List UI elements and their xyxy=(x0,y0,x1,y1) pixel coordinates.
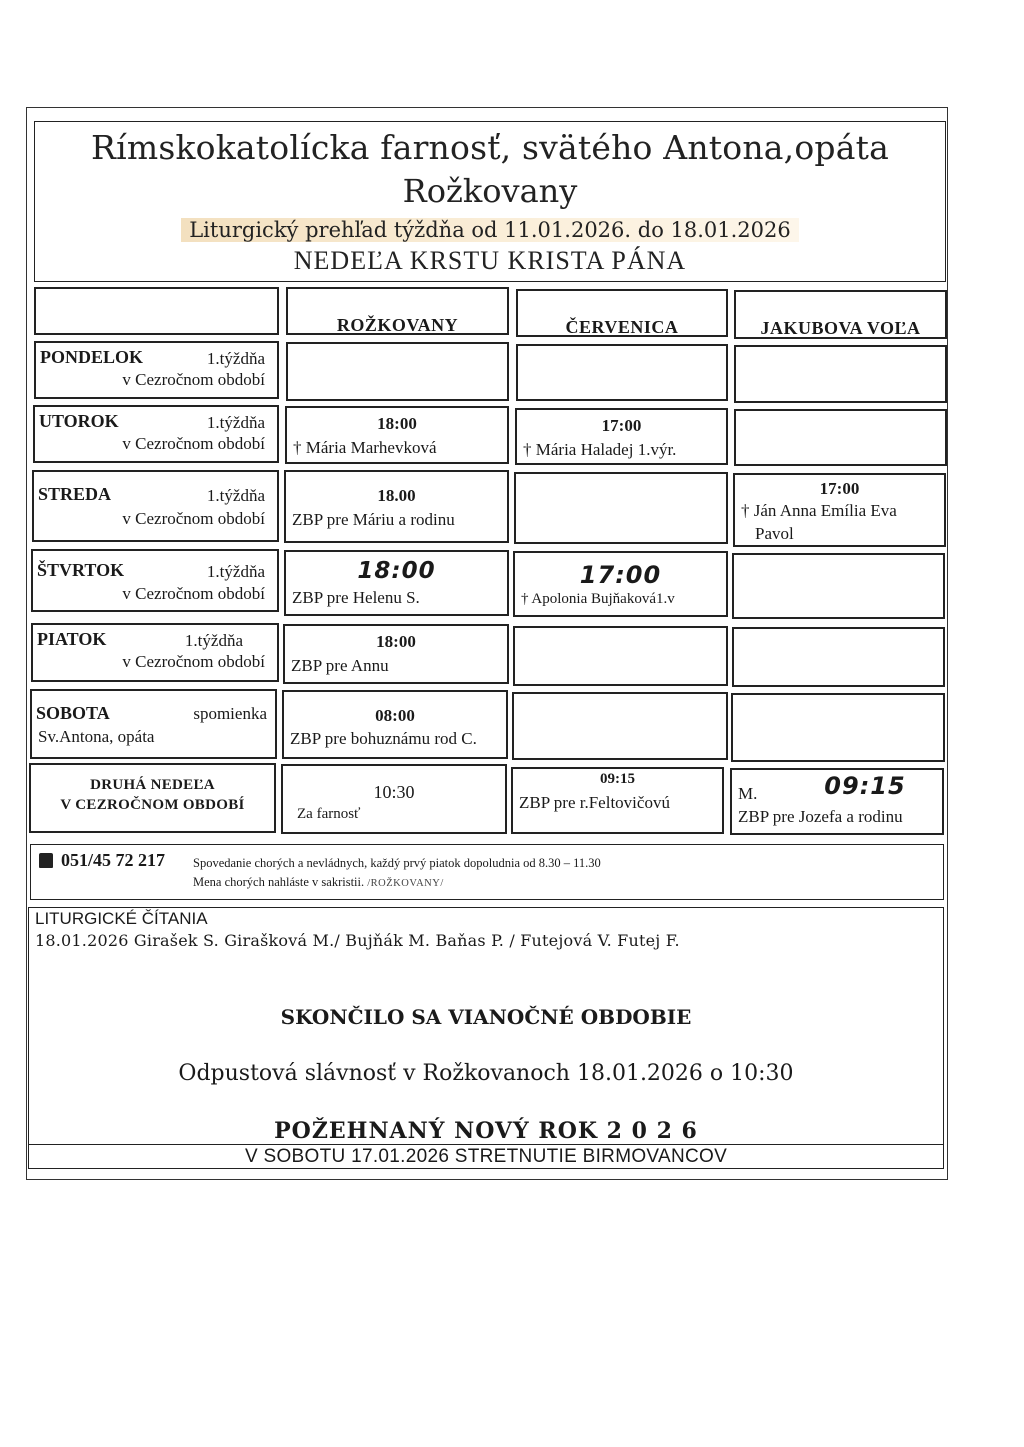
mass-time: 10:30 xyxy=(373,782,415,802)
mass-prefix: M. xyxy=(738,784,758,803)
mass-cell-friday-jakubova xyxy=(732,627,945,687)
mass-cell-saturday-cervenica xyxy=(512,692,728,760)
day-cell-tuesday xyxy=(33,405,279,463)
feast-type-label: spomienka xyxy=(193,704,267,723)
mass-time: 18:00 xyxy=(377,414,417,433)
mass-intention: † Mária Haladej 1.výr. xyxy=(523,440,677,459)
phone-number[interactable]: 051/45 72 217 xyxy=(61,850,166,870)
mass-time: 18:00 xyxy=(376,632,416,651)
week-overview xyxy=(35,218,945,242)
column-header-jakubova-vola: JAKUBOVA VOĽA xyxy=(734,290,947,339)
day-cell-wednesday xyxy=(32,470,279,542)
period-label: v Cezročnom období xyxy=(122,652,265,671)
mass-cell-wednesday-rozkovany xyxy=(284,470,509,543)
mass-cell-friday-cervenica xyxy=(513,626,728,686)
town-name: Rožkovany xyxy=(402,172,578,210)
mass-intention: ZBP pre Helenu S. xyxy=(292,588,420,607)
sick-names-text: Mena chorých nahláste v sakristii. xyxy=(193,875,365,889)
mass-intention: † Ján Anna Emília Eva xyxy=(741,501,897,520)
contact-info-box xyxy=(30,844,944,900)
week-label: 1.týždňa xyxy=(206,413,265,432)
mass-cell-monday-rozkovany xyxy=(286,342,509,401)
week-label: 1.týždňa xyxy=(206,562,265,581)
announcement-christmas-end: SKONČILO SA VIANOČNÉ OBDOBIE xyxy=(280,1005,692,1029)
mass-cell-wednesday-cervenica xyxy=(514,472,728,544)
week-label: 1.týždňa xyxy=(206,486,265,505)
day-name: STREDA xyxy=(38,484,112,504)
day-cell-monday xyxy=(34,341,279,399)
mass-intention: ZBP pre Annu xyxy=(291,656,389,675)
confession-info: Spovedanie chorých a nevládnych, každý prvý piatok dopoludnia od 8.30 – 11.30 xyxy=(193,856,601,870)
period-label: v Cezročnom období xyxy=(122,434,265,453)
mass-intention: ZBP pre bohuznámu rod C. xyxy=(290,729,477,748)
period-label: v Cezročnom období xyxy=(122,370,265,389)
mass-time: 18.00 xyxy=(377,486,416,505)
mass-cell-thursday-jakubova xyxy=(732,553,945,619)
mass-cell-thursday-rozkovany xyxy=(284,550,509,616)
mass-cell-thursday-cervenica xyxy=(513,551,728,617)
day-name: PONDELOK xyxy=(40,347,144,367)
column-header-cervenica: ČERVENICA xyxy=(516,289,728,337)
mass-cell-tuesday-rozkovany xyxy=(285,406,509,464)
day-name: ŠTVRTOK xyxy=(37,560,125,580)
mass-intention: † Apolonia Bujňaková1.v xyxy=(521,591,675,607)
week-overview-text: Liturgický prehľad týždňa od 11.01.2026. do 18.01.2026 xyxy=(181,218,799,242)
mass-cell-sunday-cervenica xyxy=(511,767,724,834)
mass-time-handwritten: 18:00 xyxy=(357,558,436,584)
mass-cell-saturday-jakubova xyxy=(731,693,945,762)
announcement-new-year: POŽEHNANÝ NOVÝ ROK 2 0 2 6 xyxy=(274,1118,698,1144)
parish-title: Rímskokatolícka farnosť, svätého Antona,opáta xyxy=(91,128,889,167)
readings-box xyxy=(28,907,944,1169)
sunday-line2: V CEZROČNOM OBDOBÍ xyxy=(60,797,245,814)
mass-time-handwritten: 09:15 xyxy=(824,772,906,800)
announcement-feast: Odpustová slávnosť v Rožkovanoch 18.01.2026 o 10:30 xyxy=(178,1061,794,1086)
sick-names-info xyxy=(193,875,444,890)
mass-intention: ZBP pre Máriu a rodinu xyxy=(292,510,455,529)
header-box xyxy=(34,121,946,282)
day-cell-sunday xyxy=(29,763,276,833)
period-label: v Cezročnom období xyxy=(122,584,265,603)
mass-cell-tuesday-cervenica xyxy=(515,408,728,465)
mass-intention: † Mária Marhevková xyxy=(293,438,437,457)
mass-time: 17:00 xyxy=(601,416,642,435)
mass-time: 08:00 xyxy=(375,706,415,725)
mass-cell-saturday-rozkovany xyxy=(282,690,508,759)
readings-line: 18.01.2026 Girašek S. Girašková M./ Bujňák M. Baňas P. / Futejová V. Futej F. xyxy=(35,931,680,950)
column-header-rozkovany: ROŽKOVANY xyxy=(286,287,509,335)
mass-cell-sunday-rozkovany xyxy=(281,764,507,834)
week-label: 1.týždňa xyxy=(184,631,243,650)
day-name: UTOROK xyxy=(39,411,119,431)
mass-intention-line2: Pavol xyxy=(755,524,794,543)
readings-title: LITURGICKÉ ČÍTANIA xyxy=(35,909,208,928)
mass-cell-sunday-jakubova xyxy=(730,768,944,835)
day-cell-thursday xyxy=(31,549,279,612)
mass-intention: Za farnosť xyxy=(297,806,361,822)
day-cell-friday xyxy=(31,623,279,682)
mass-time: 09:15 xyxy=(600,771,635,787)
mass-cell-wednesday-jakubova xyxy=(733,473,946,547)
parish-tag: /ROŽKOVANY/ xyxy=(367,878,444,889)
corner-cell xyxy=(34,287,279,335)
period-label: v Cezročnom období xyxy=(122,509,265,528)
week-label: 1.týždňa xyxy=(206,349,265,368)
day-name: PIATOK xyxy=(37,629,107,649)
sunday-line1: DRUHÁ NEDEĽA xyxy=(90,777,215,793)
mass-cell-monday-jakubova xyxy=(734,345,947,403)
sunday-name: NEDEĽA KRSTU KRISTA PÁNA xyxy=(293,246,687,275)
mass-cell-monday-cervenica xyxy=(516,344,728,401)
mass-time-handwritten: 17:00 xyxy=(579,561,662,589)
day-cell-saturday xyxy=(30,689,277,759)
feast-name: Sv.Antona, opáta xyxy=(38,727,155,746)
phone-icon xyxy=(39,853,53,868)
mass-intention: ZBP pre Jozefa a rodinu xyxy=(738,807,903,826)
announcement-confirmation: V SOBOTU 17.01.2026 STRETNUTIE BIRMOVANCOV xyxy=(244,1146,728,1167)
divider xyxy=(29,1144,943,1145)
day-name: SOBOTA xyxy=(36,703,110,723)
mass-cell-friday-rozkovany xyxy=(283,624,509,684)
mass-cell-tuesday-jakubova xyxy=(734,409,947,466)
mass-time: 17:00 xyxy=(819,479,860,498)
mass-intention: ZBP pre r.Feltovičovú xyxy=(519,793,670,812)
